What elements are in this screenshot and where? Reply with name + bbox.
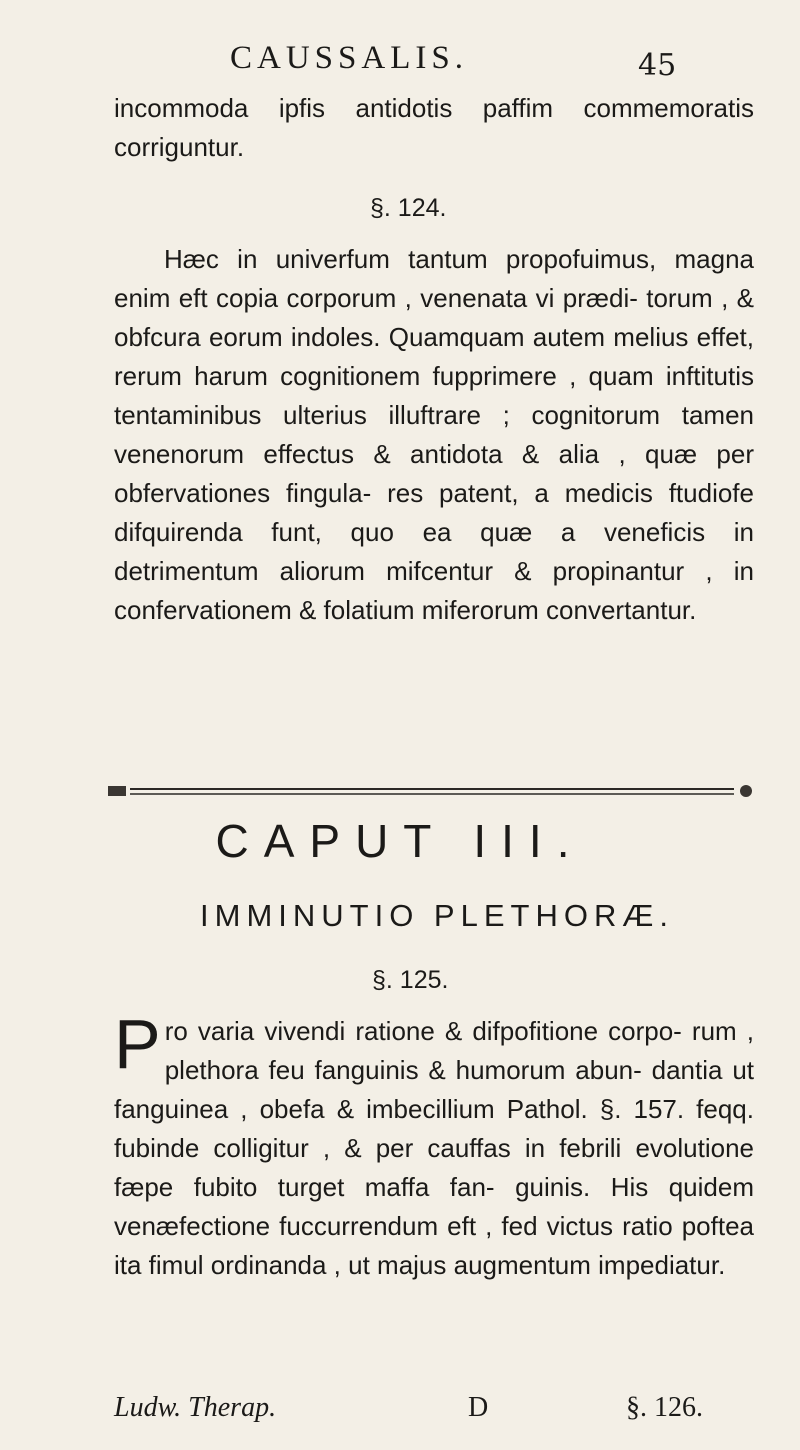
- running-head: CAUSSALIS.: [230, 40, 468, 76]
- rule-ornament-left: [108, 786, 126, 796]
- continuation-paragraph: incommoda ipfis antidotis paffim commemoratis corriguntur.: [114, 93, 754, 162]
- catchword: §. 126.: [626, 1392, 703, 1423]
- chapter-title: CAPUT III.: [215, 815, 585, 867]
- page-number: 45: [638, 48, 677, 83]
- section-125-text: ro varia vivendi ratione & difpofitione corpo- rum , plethora feu fanguinis & humorum abun- dantia ut fanguinea , obefa & imbecillium Pathol. §. 157. feqq. fubinde colligitur , & per cauffas in febrili evolutione fæpe fubito turget maffa fan- guinis. His quidem venæfectione fuccurrendum eft , fed victus ratio poftea ita fimul ordinanda , ut majus augmentum impediatur.: [114, 1016, 754, 1280]
- section-124-paragraph: Hæc in univerfum tantum propofuimus, magna enim eft copia corporum , venenata vi prædi- torum , & obfcura eorum indoles. Quamquam autem melius effet, rerum harum cognitionem fupprimere , quam inftitutis tentaminibus ulterius illuftrare ; cognitorum tamen venenorum effectus & antidota & alia , quæ per obfervationes fingula- res patent, a medicis ftudiofe difquirenda funt, quo ea quæ a veneficis in detrimentum aliorum mifcentur & propinantur , in confervationem & folatium miferorum convertantur.: [114, 244, 754, 625]
- section-mark-125: §. 125.: [372, 966, 449, 994]
- chapter-subtitle: IMMINUTIO PLETHORÆ.: [200, 898, 674, 933]
- section-mark-124: §. 124.: [370, 194, 447, 222]
- ornamental-rule: [108, 784, 756, 798]
- section-125-paragraph: [114, 1005, 754, 1285]
- drop-cap: P: [114, 1005, 161, 1083]
- signature-mark: D: [468, 1392, 489, 1423]
- rule-ornament-right: [740, 785, 752, 797]
- footer-running-title: Ludw. Therap.: [114, 1392, 277, 1423]
